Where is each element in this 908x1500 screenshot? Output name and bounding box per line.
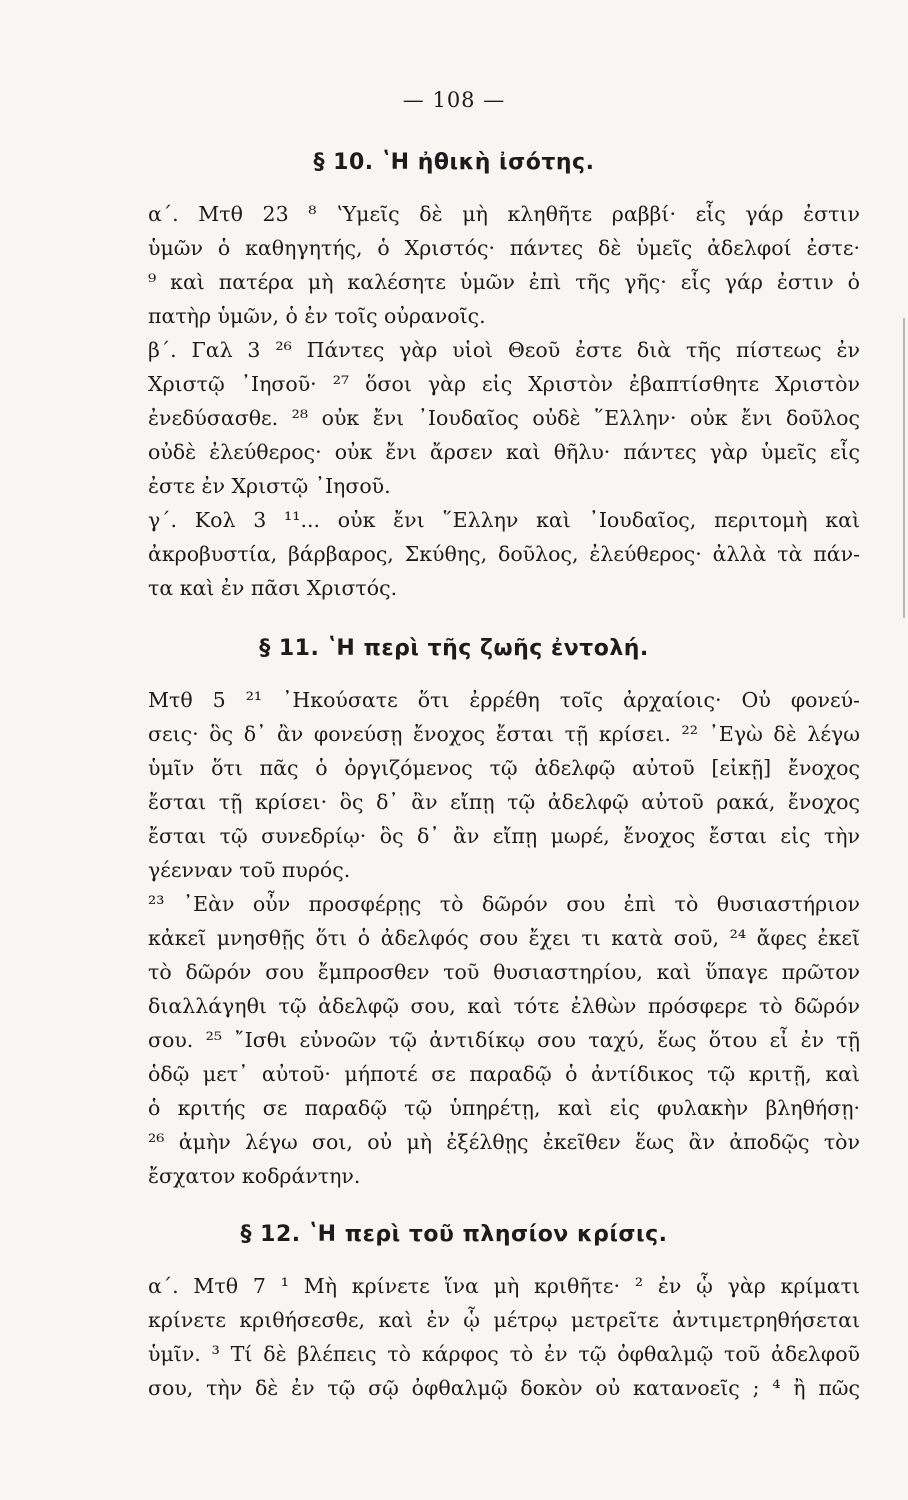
section-11-heading: § 11. ʽΗ περὶ τῆς ζωῆς ἐντολή. [259, 636, 649, 661]
page-number: — 108 — [402, 88, 506, 112]
text-line: κἀκεῖ μνησθῇς ὅτι ὁ ἀδελφός σου ἔχει τι κατὰ σοῦ, ²⁴ ἄφες ἐκεῖ [148, 926, 860, 950]
text-line: τὸ δῶρόν σου ἔμπροσθεν τοῦ θυσιαστηρίου, καὶ ὕπαγε πρῶτον [148, 960, 860, 984]
text-line: ⁹ καὶ πατέρα μὴ καλέσητε ὑμῶν ἐπὶ τῆς γῆς· εἷς γάρ ἐστιν ὁ [148, 270, 860, 294]
section-12-heading: § 12. ʽΗ περὶ τοῦ πλησίον κρίσις. [240, 1222, 668, 1247]
text-line: ὁδῷ μετ᾿ αὐτοῦ· μήποτέ σε παραδῷ ὁ ἀντίδικος τῷ κριτῇ, καὶ [148, 1062, 860, 1086]
text-line: α΄. Μτθ 7 ¹ Μὴ κρίνετε ἵνα μὴ κριθῆτε· ² ἐν ᾧ γὰρ κρίματι [148, 1274, 860, 1298]
section-10-heading: § 10. ʽΗ ἠθικὴ ἰσότης. [313, 150, 595, 175]
text-line: ²⁶ ἀμὴν λέγω σοι, οὐ μὴ ἐξέλθῃς ἐκεῖθεν ἕως ἂν ἀποδῷς τὸν [148, 1130, 860, 1154]
text-line: ὁ κριτής σε παραδῷ τῷ ὑπηρέτῃ, καὶ εἰς φυλακὴν βληθήσῃ· [148, 1096, 860, 1120]
text-line: Χριστῷ ᾿Ιησοῦ· ²⁷ ὅσοι γὰρ εἰς Χριστὸν ἐβαπτίσθητε Χριστὸν [148, 372, 860, 396]
text-line: κρίνετε κριθήσεσθε, καὶ ἐν ᾧ μέτρῳ μετρεῖτε ἀντιμετρηθήσεται [148, 1308, 860, 1332]
text-line: β΄. Γαλ 3 ²⁶ Πάντες γὰρ υἱοὶ Θεοῦ ἐστε διὰ τῆς πίστεως ἐν [148, 338, 860, 362]
text-line: ἐστε ἐν Χριστῷ ᾿Ιησοῦ. [148, 474, 391, 498]
text-line: ἔσχατον κοδράντην. [148, 1164, 361, 1188]
text-line: γέενναν τοῦ πυρός. [148, 858, 351, 882]
text-line: τα καὶ ἐν πᾶσι Χριστός. [148, 576, 398, 600]
text-line: ἀκροβυστία, βάρβαρος, Σκύθης, δοῦλος, ἐλεύθερος· ἀλλὰ τὰ πάν- [148, 542, 860, 566]
text-line: σου, τὴν δὲ ἐν τῷ σῷ ὀφθαλμῷ δοκὸν οὐ κατανοεῖς ; ⁴ ἢ πῶς [148, 1376, 860, 1400]
text-line: σεις· ὃς δ᾿ ἂν φονεύσῃ ἔνοχος ἔσται τῇ κρίσει. ²² ᾿Εγὼ δὲ λέγω [148, 722, 860, 746]
text-line: ²³ ᾿Εὰν οὖν προσφέρῃς τὸ δῶρόν σου ἐπὶ τὸ θυσιαστήριον [148, 892, 860, 916]
text-line: Μτθ 5 ²¹ ᾿Ηκούσατε ὅτι ἐρρέθη τοῖς ἀρχαίοις· Οὐ φονεύ- [148, 688, 860, 712]
text-line: ὑμῖν. ³ Τί δὲ βλέπεις τὸ κάρφος τὸ ἐν τῷ ὀφθαλμῷ τοῦ ἀδελφοῦ [148, 1342, 860, 1366]
text-line: οὐδὲ ἐλεύθερος· οὐκ ἔνι ἄρσεν καὶ θῆλυ· πάντες γὰρ ὑμεῖς εἷς [148, 440, 860, 464]
page-edge-shadow [903, 318, 905, 618]
text-line: σου. ²⁵ ῎Ισθι εὐνοῶν τῷ ἀντιδίκῳ σου ταχύ, ἕως ὅτου εἶ ἐν τῇ [148, 1028, 860, 1052]
text-line: πατὴρ ὑμῶν, ὁ ἐν τοῖς οὐρανοῖς. [148, 304, 486, 328]
text-line: ὑμῖν ὅτι πᾶς ὁ ὀργιζόμενος τῷ ἀδελφῷ αὐτοῦ [εἰκῇ] ἔνοχος [148, 756, 860, 780]
text-line: ἐνεδύσασθε. ²⁸ οὐκ ἔνι ᾿Ιουδαῖος οὐδὲ ῞Ελλην· οὐκ ἔνι δοῦλος [148, 406, 860, 430]
text-line: α΄. Μτθ 23 ⁸ ʽΥμεῖς δὲ μὴ κληθῆτε ραββί· εἷς γάρ ἐστιν [148, 202, 860, 226]
text-line: ἔσται τῇ κρίσει· ὃς δ᾿ ἂν εἴπῃ τῷ ἀδελφῷ αὐτοῦ ρακά, ἔνοχος [148, 790, 860, 814]
text-line: διαλλάγηθι τῷ ἀδελφῷ σου, καὶ τότε ἐλθὼν πρόσφερε τὸ δῶρόν [148, 994, 860, 1018]
text-line: γ΄. Κολ 3 ¹¹... οὐκ ἔνι ῞Ελλην καὶ ᾿Ιουδαῖος, περιτομὴ καὶ [148, 508, 860, 532]
text-line: ὑμῶν ὁ καθηγητής, ὁ Χριστός· πάντες δὲ ὑμεῖς ἀδελφοί ἐστε· [148, 236, 860, 260]
text-line: ἔσται τῷ συνεδρίῳ· ὃς δ᾿ ἂν εἴπῃ μωρέ, ἔνοχος ἔσται εἰς τὴν [148, 824, 860, 848]
